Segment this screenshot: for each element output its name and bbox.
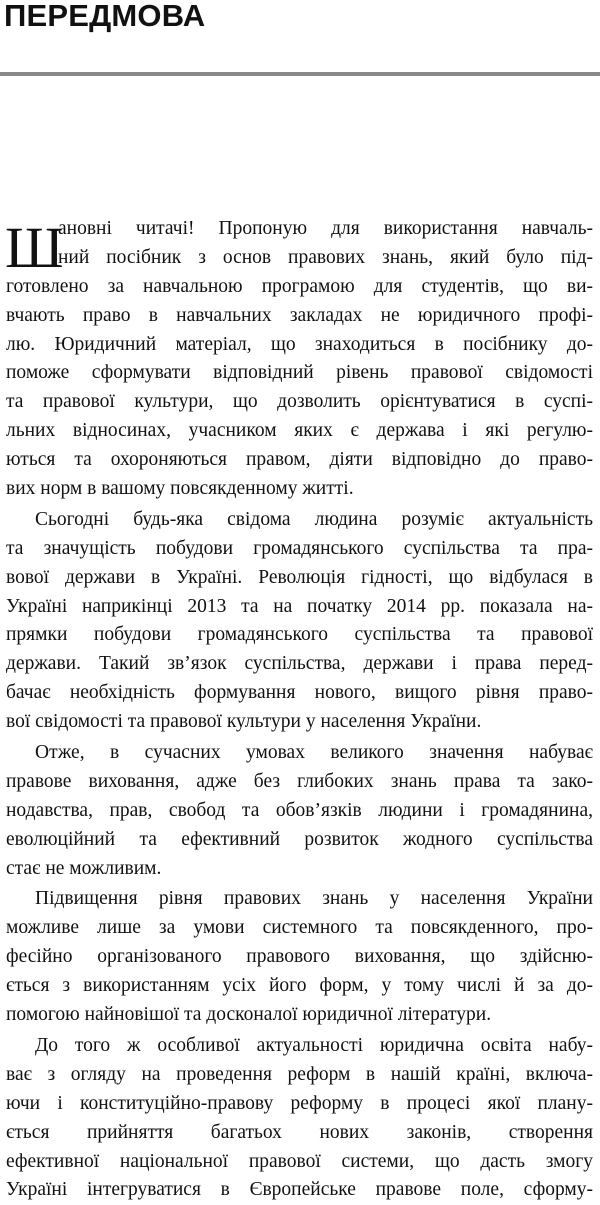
paragraph bbox=[6, 739, 593, 883]
text-line: ється прийняття багатьох нових законів, створення bbox=[6, 1121, 593, 1143]
paragraph bbox=[6, 215, 593, 504]
title-divider bbox=[0, 72, 600, 76]
text-line: фесійно організованого правового виховання, що здійсню- bbox=[6, 946, 593, 968]
text-line: нодавства, прав, свобод та обов’язків людини і громадянина, bbox=[6, 799, 593, 821]
text-line: та правової культури, що дозволить орієнтуватися в суспі- bbox=[6, 391, 593, 413]
paragraph-list bbox=[6, 215, 593, 1205]
text-line: ючи і конституційно-правову реформу в процесі якої плану- bbox=[6, 1092, 593, 1114]
text-line: ний посібник з основ правових знань, який було під- bbox=[58, 246, 593, 268]
drop-cap: Ш bbox=[5, 215, 64, 280]
preface-text bbox=[6, 215, 593, 1205]
page-title: ПЕРЕДМОВА bbox=[4, 0, 206, 33]
text-line: готовлено за навчальною програмою для студентів, що ви- bbox=[6, 275, 593, 297]
text-line: ються та охороняються правом, діяти відповідно до право- bbox=[6, 449, 593, 471]
text-line: Україні наприкінці 2013 та на початку 2014 рр. показала на- bbox=[6, 595, 593, 617]
paragraph bbox=[6, 885, 593, 1029]
text-line: вчають право в навчальних закладах не юридичного профі- bbox=[6, 304, 593, 326]
text-line: Підвищення рівня правових знань у населення України bbox=[35, 888, 593, 910]
text-line: ває з огляду на проведення реформ в нашій країні, включа- bbox=[6, 1063, 593, 1085]
text-line: помогою найновішої та досконалої юридичної літератури. bbox=[6, 1004, 492, 1026]
text-line: поможе сформувати відповідний рівень правової свідомості bbox=[6, 362, 593, 384]
text-line: бачає необхідність формування нового, вищого рівня право- bbox=[6, 682, 593, 704]
text-line: вої свідомості та правової культури у населення України. bbox=[6, 711, 482, 733]
text-line: льних відносинах, учасником яких є держава і які регулю- bbox=[6, 420, 593, 442]
text-line: Україні інтегруватися в Європейське правове поле, сформу- bbox=[6, 1179, 593, 1201]
text-line: держави. Такий зв’язок суспільства, держави і права перед- bbox=[6, 653, 593, 675]
text-line: можливе лише за умови системного та повсякденного, про- bbox=[6, 917, 593, 939]
paragraph bbox=[6, 1032, 593, 1205]
text-line: прямки побудови громадянського суспільства та правової bbox=[6, 624, 593, 646]
text-line: ановні читачі! Пропоную для використання навчаль- bbox=[58, 218, 593, 239]
text-line: та значущість побудови громадянського суспільства та пра- bbox=[6, 537, 593, 559]
text-line: стає не можливим. bbox=[6, 857, 162, 879]
text-line: Сьогодні будь-яка свідома людина розуміє актуальність bbox=[35, 508, 593, 530]
text-line: лю. Юридичний матеріал, що знаходиться в посібнику до- bbox=[6, 333, 593, 355]
text-line: ється з використанням усіх його форм, у тому числі й за до- bbox=[6, 975, 593, 997]
text-line: вової держави в Україні. Революція гідності, що відбулася в bbox=[6, 566, 593, 588]
text-line: еволюційний та ефективний розвиток жодного суспільства bbox=[6, 828, 593, 850]
paragraph bbox=[6, 506, 593, 737]
text-line: ефективної національної правової системи, що дасть змогу bbox=[6, 1150, 593, 1172]
text-line: До того ж особливої актуальності юридична освіта набу- bbox=[35, 1034, 593, 1056]
text-line: Отже, в сучасних умовах великого значення набуває bbox=[35, 742, 593, 764]
text-line: вих норм в вашому повсякденному житті. bbox=[6, 478, 354, 500]
text-line: правове виховання, адже без глибоких знань права та зако- bbox=[6, 770, 593, 792]
